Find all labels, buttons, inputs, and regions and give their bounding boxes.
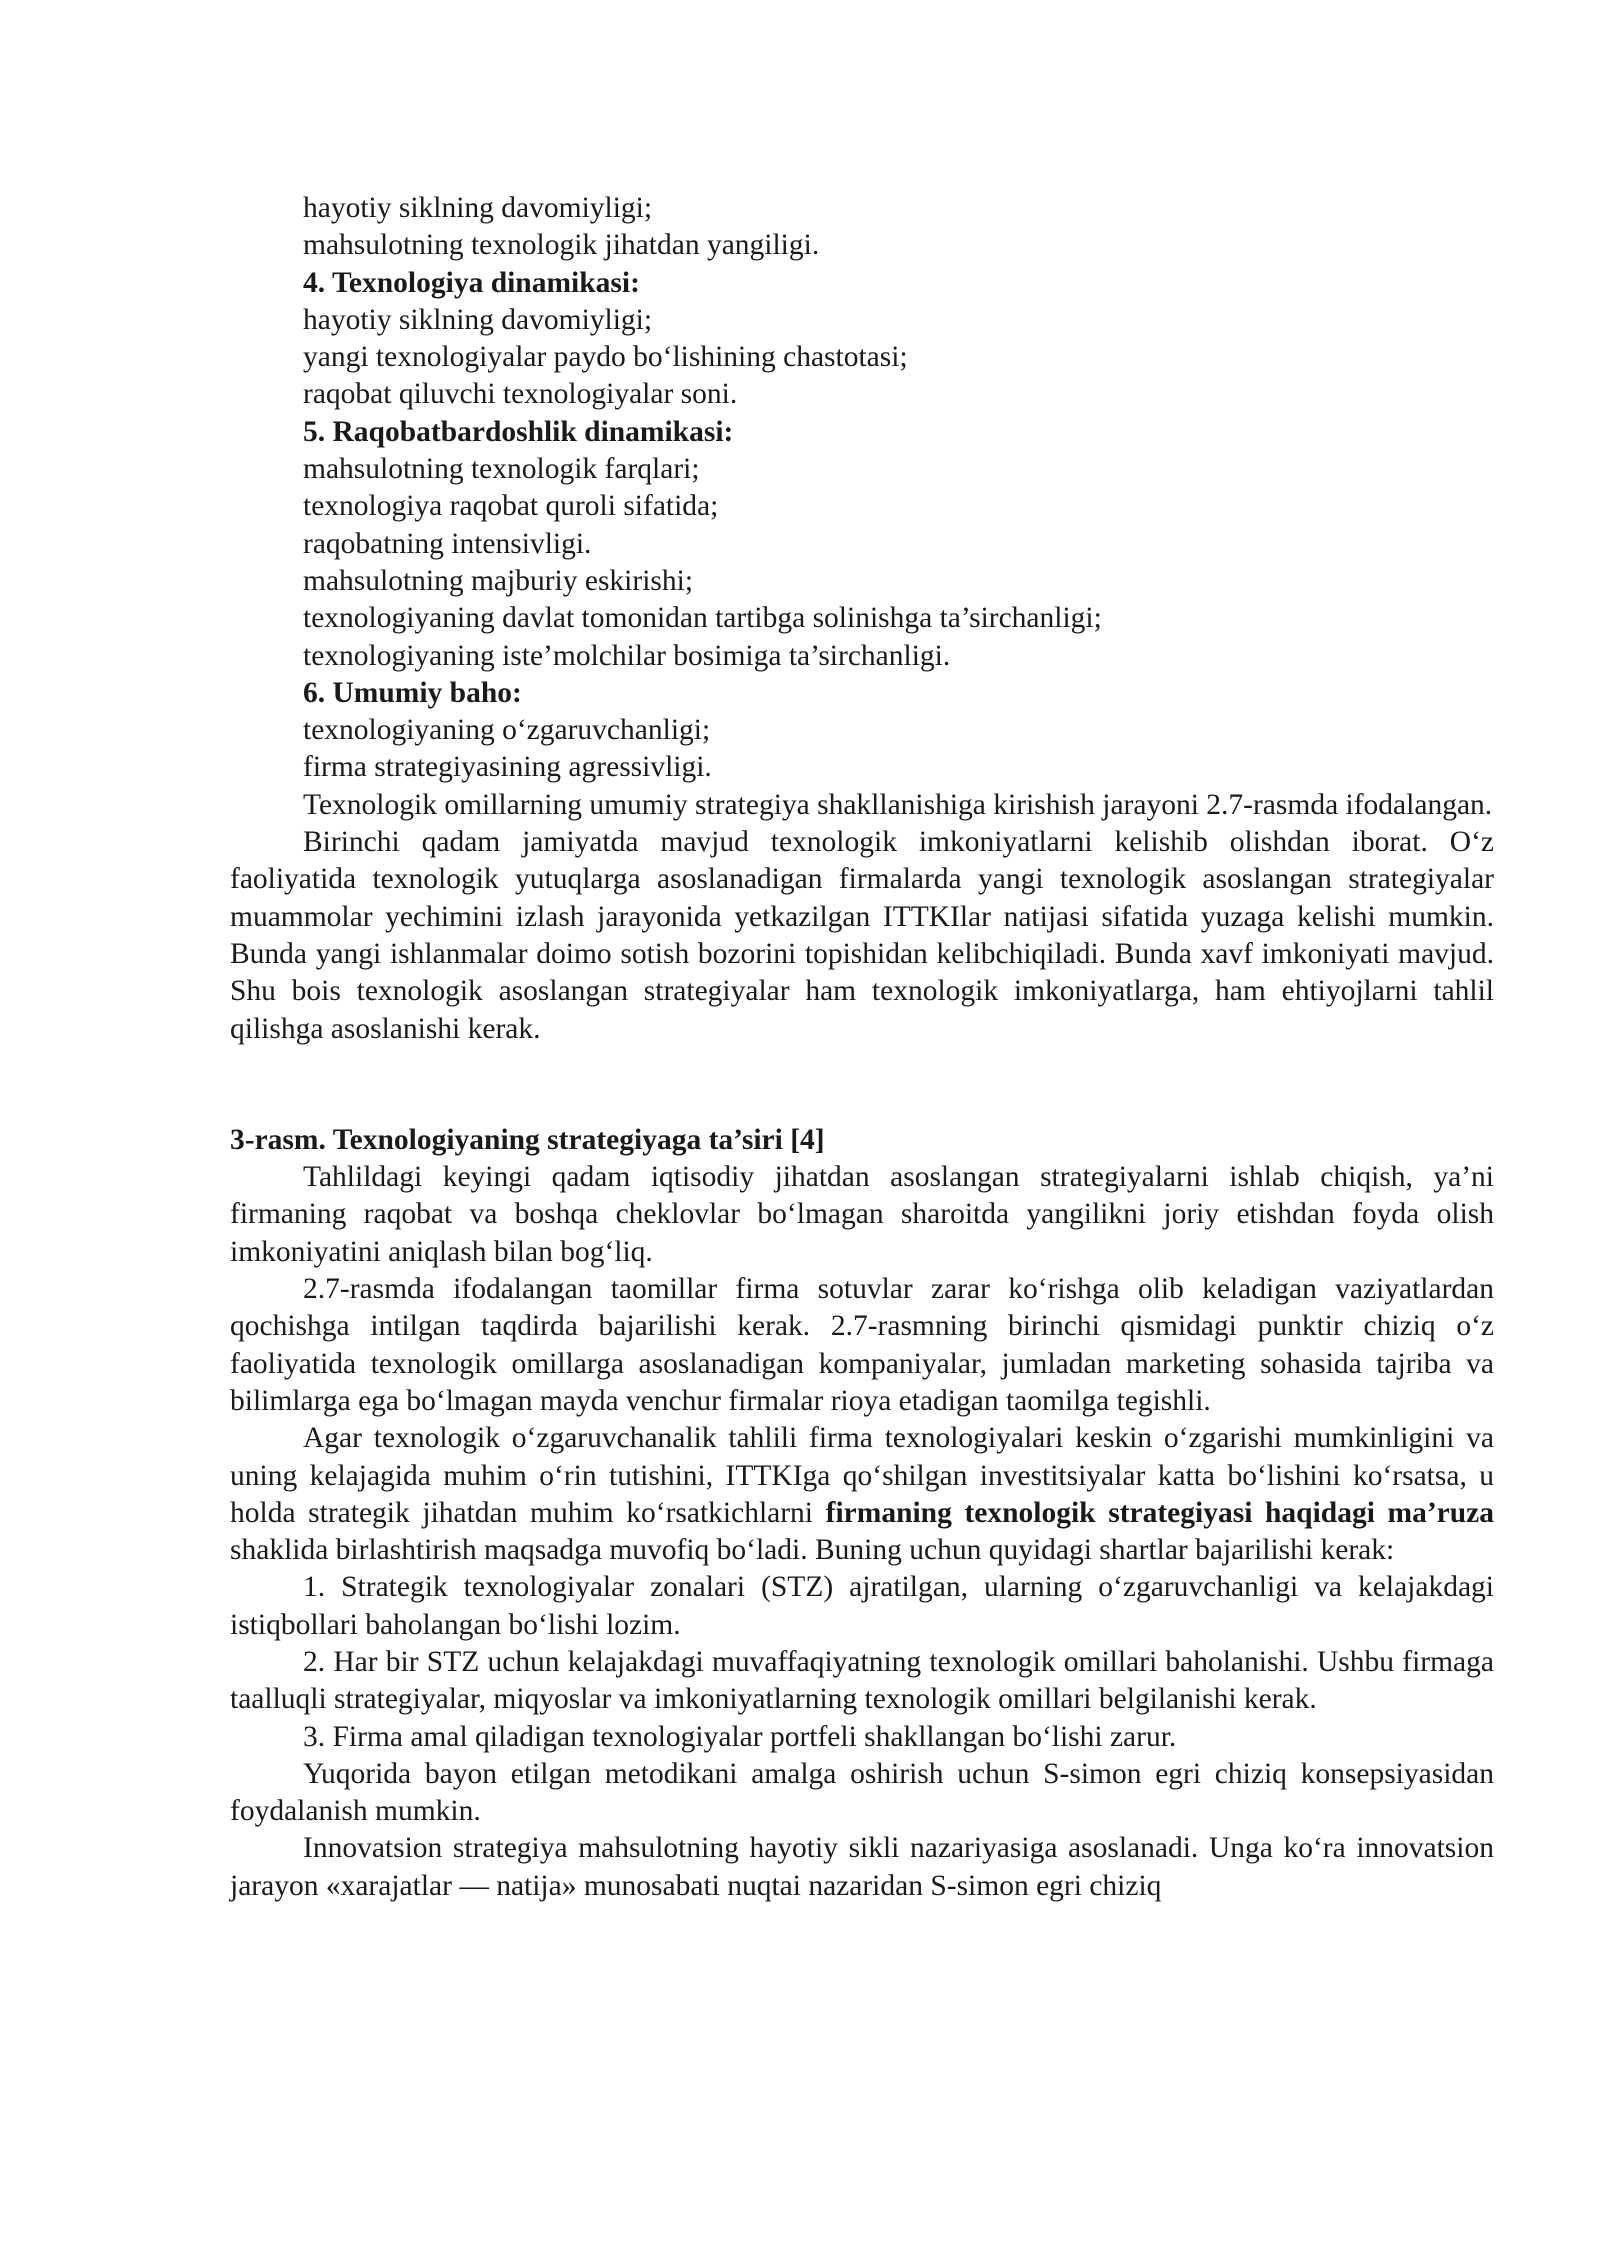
list-item: mahsulotning majburiy eskirishi; xyxy=(303,564,694,597)
numbered-condition: 1. Strategik texnologiyalar zonalari (STZ) ajratilgan, ularning o‘zgaruvchanligi va kelajakdagi istiqbollari baholangan bo‘lishi lozim. xyxy=(230,1571,1494,1641)
paragraph: Innovatsion strategiya mahsulotning hayotiy sikli nazariyasiga asoslanadi. Unga ko‘ra innovatsion jarayon «xarajatlar — natija» munosabati nuqtai nazaridan S-simon egri chiziq xyxy=(230,1832,1494,1902)
paragraph-with-emphasis xyxy=(230,1420,1494,1569)
paragraph: Birinchi qadam jamiyatda mavjud texnologik imkoniyatlarni kelishib olishdan iborat. O‘z faoliyatida texnologik yutuqlarga asoslanadigan firmalarda yangi texnologik asoslangan strategiyalar muammolar yechimini izlash jarayonida yetkazilgan ITTKIlar natijasi sifatida yuzaga kelishi mumkin. Bunda yangi ishlanmalar doimo sotish bozorini topishidan kelibchiqiladi. Bunda xavf imkoniyati mavjud. Shu bois texnologik asoslangan strategiyalar ham texnologik imkoniyatlarga, ham ehtiyojlarni tahlil qilishga asoslanishi kerak. xyxy=(230,826,1494,1045)
list-item: mahsulotning texnologik farqlari; xyxy=(303,453,700,486)
section-heading-technology-dynamics: 4. Texnologiya dinamikasi: xyxy=(303,266,640,299)
criteria-list-continued xyxy=(230,190,1494,787)
list-item: texnologiya raqobat quroli sifatida; xyxy=(303,490,719,523)
list-item: texnologiyaning davlat tomonidan tartibga solinishga ta’sirchanligi; xyxy=(303,602,1102,635)
document-body xyxy=(230,190,1494,1905)
emphasized-term: firmaning texnologik strategiyasi haqidagi ma’ruza xyxy=(825,1496,1495,1529)
list-item: hayotiy siklning davomiyligi; xyxy=(303,192,653,224)
paragraph: Yuqorida bayon etilgan metodikani amalga oshirish uchun S-simon egri chiziq konsepsiyasidan foydalanish mumkin. xyxy=(230,1757,1494,1828)
list-item: texnologiyaning o‘zgaruvchanligi; xyxy=(303,714,711,747)
list-item: hayotiy siklning davomiyligi; xyxy=(303,303,653,336)
text-run: shaklida birlashtirish maqsadga muvofiq bo‘ladi. Buning uchun quyidagi shartlar bajarilishi kerak: xyxy=(230,1534,1395,1567)
list-item: raqobatning intensivligi. xyxy=(303,527,592,560)
list-item: mahsulotning texnologik jihatdan yangiligi. xyxy=(303,229,820,262)
list-item: texnologiyaning iste’molchilar bosimiga ta’sirchanligi. xyxy=(303,639,951,672)
text-run: Agar texnologik o‘zgaruvchanalik tahlili firma texnologiyalari keskin o‘zgarishi mumkinligini va uning kelajagida muhim o‘rin tutishini, ITTKIga qo‘shilgan investitsiyalar katta bo‘lishini ko‘rsatsa, u holda strategik jihatdan muhim ko‘rsatkichlarni xyxy=(230,1422,1494,1529)
figure-caption: 3-rasm. Texnologiyaning strategiyaga ta’siri [4] xyxy=(230,1123,825,1156)
numbered-condition: 3. Firma amal qiladigan texnologiyalar portfeli shakllangan bo‘lishi zarur. xyxy=(303,1720,1177,1753)
paragraph: Tahlildagi keyingi qadam iqtisodiy jihatdan asoslangan strategiyalarni ishlab chiqish, ya’ni firmaning raqobat va boshqa cheklovlar bo‘lmagan sharoitda yangilikni joriy etishdan foyda olish imkoniyatini aniqlash bilan bog‘liq. xyxy=(230,1161,1494,1268)
list-item: raqobat qiluvchi texnologiyalar soni. xyxy=(303,378,738,411)
section-heading-competitiveness-dynamics: 5. Raqobatbardoshlik dinamikasi: xyxy=(303,415,734,448)
list-item: yangi texnologiyalar paydo bo‘lishining chastotasi; xyxy=(303,341,908,374)
list-item: firma strategiyasining agressivligi. xyxy=(303,751,712,784)
section-heading-overall-assessment: 6. Umumiy baho: xyxy=(303,676,522,709)
paragraph: Texnologik omillarning umumiy strategiya shakllanishiga kirishish jarayoni 2.7-rasmda ifodalangan. xyxy=(303,788,1493,821)
paragraph: 2.7-rasmda ifodalangan taomillar firma sotuvlar zarar ko‘rishga olib keladigan vaziyatlardan qochishga intilgan taqdirda bajarilishi kerak. 2.7-rasmning birinchi qismidagi punktir chiziq o‘z faoliyatida texnologik omillarga asoslanadigan kompaniyalar, jumladan marketing sohasida tajriba va bilimlarga ega bo‘lmagan mayda venchur firmalar rioya etadigan taomilga tegishli. xyxy=(230,1273,1494,1417)
numbered-condition: 2. Har bir STZ uchun kelajakdagi muvaffaqiyatning texnologik omillari baholanishi. Ushbu firmaga taalluqli strategiyalar, miqyoslar va imkoniyatlarning texnologik omillari belgilanishi kerak. xyxy=(230,1645,1494,1716)
